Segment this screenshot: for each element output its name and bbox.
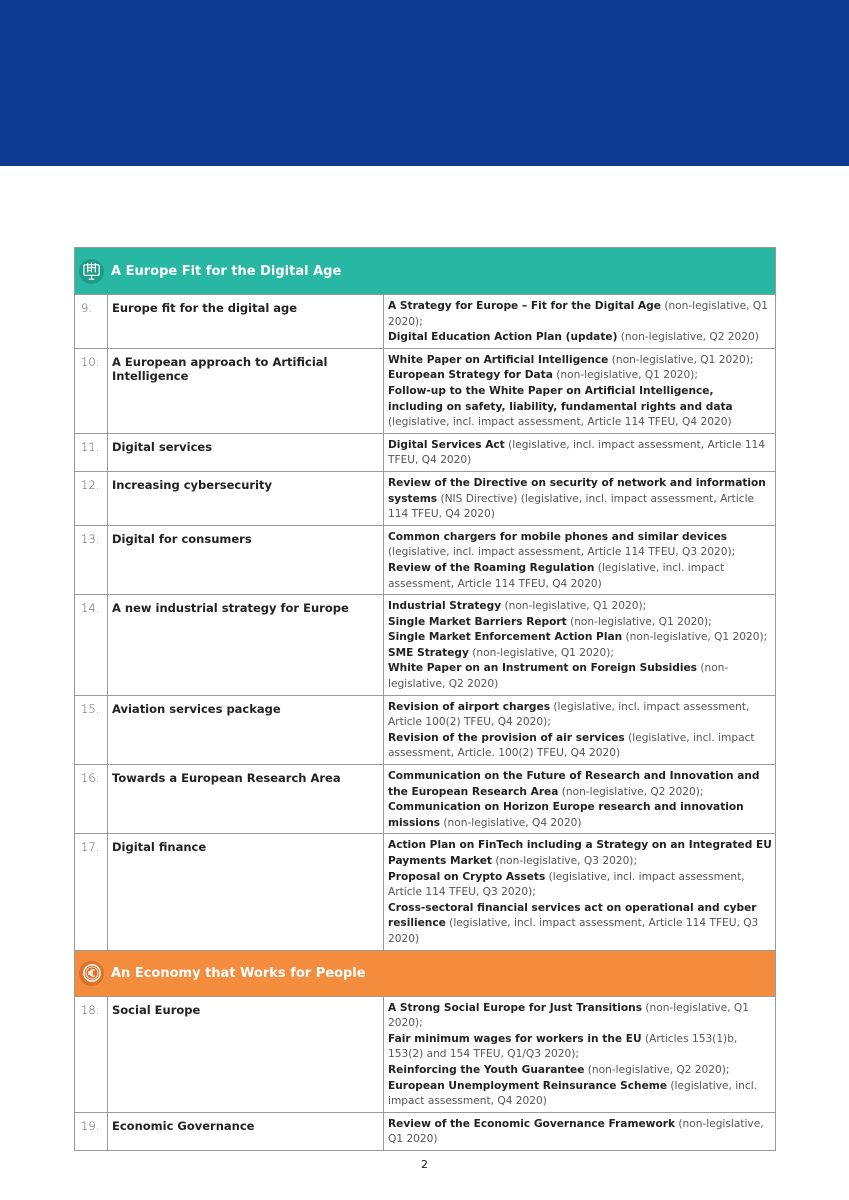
- initiative-item: [388, 870, 772, 901]
- row-initiatives: [384, 295, 776, 349]
- initiative-name: Reinforcing the Youth Guarantee: [388, 1063, 585, 1076]
- initiative-item: [388, 1063, 772, 1079]
- initiative-item: [388, 299, 772, 330]
- initiative-name: Revision of the provision of air services: [388, 731, 625, 744]
- initiative-item: [388, 561, 772, 592]
- row-title: A new industrial strategy for Europe: [108, 595, 384, 696]
- section-header-row: [75, 248, 776, 295]
- initiative-item: [388, 1001, 772, 1032]
- initiative-details: (non-legislative, Q2 2020): [388, 662, 729, 691]
- row-initiatives: [384, 433, 776, 471]
- row-number: 10.: [75, 348, 108, 433]
- row-title: A European approach to Artificial Intelligence: [108, 348, 384, 433]
- initiative-details: (non-legislative, Q2 2020);: [584, 1063, 730, 1076]
- initiative-item: [388, 476, 772, 523]
- row-number: 9.: [75, 295, 108, 349]
- row-initiatives: [384, 996, 776, 1112]
- initiative-name: Communication on Horizon Europe research and innovation missions: [388, 801, 744, 829]
- row-number: 18.: [75, 996, 108, 1112]
- initiative-details: (non-legislative, Q1 2020);: [501, 600, 647, 613]
- initiative-details: (non-legislative, Q1 2020);: [566, 615, 712, 628]
- table-row: [75, 996, 776, 1112]
- initiative-name: Industrial Strategy: [388, 600, 502, 613]
- initiative-name: Proposal on Crypto Assets: [388, 870, 546, 883]
- page-number: 2: [421, 1158, 428, 1171]
- section-header-row: [75, 950, 776, 996]
- initiative-details: (Articles 153(1)b, 153(2) and 154 TFEU, Q1/Q3 2020);: [388, 1032, 738, 1061]
- row-title: Digital for consumers: [108, 525, 384, 594]
- initiative-item: [388, 731, 772, 762]
- row-initiatives: [384, 834, 776, 950]
- table-row: [75, 471, 776, 525]
- initiative-name: White Paper on an Instrument on Foreign Subsidies: [388, 662, 697, 675]
- initiative-details: (legislative, incl. impact assessment, Article 114 TFEU, Q3 2020);: [388, 546, 736, 559]
- initiative-details: (non-legislative, Q1 2020);: [608, 353, 754, 366]
- initiative-item: [388, 368, 772, 384]
- initiative-item: [388, 838, 772, 869]
- initiative-item: [388, 800, 772, 831]
- initiative-details: (non-legislative, Q3 2020);: [491, 855, 638, 867]
- digital-network-icon: [79, 259, 104, 284]
- row-initiatives: [384, 1112, 776, 1150]
- row-title: Social Europe: [108, 996, 384, 1112]
- initiative-name: Cross-sectoral financial services act on operational and cyber resilience: [388, 901, 757, 930]
- initiative-item: [388, 384, 772, 431]
- row-number: 14.: [75, 595, 108, 696]
- initiative-name: Review of the Roaming Regulation: [388, 561, 595, 574]
- initiative-details: (legislative, incl. impact assessment, Article 114 TFEU, Q4 2020): [388, 561, 725, 590]
- row-number: 12.: [75, 471, 108, 525]
- row-title: Digital services: [108, 433, 384, 471]
- initiative-item: [388, 700, 772, 731]
- initiative-details: (non-legislative, Q2 2020): [617, 331, 759, 344]
- table-row: [75, 525, 776, 594]
- section-header: [75, 950, 776, 996]
- initiative-item: [388, 438, 772, 469]
- initiative-name: White Paper on Artificial Intelligence: [388, 353, 609, 366]
- initiative-name: Revision of airport charges: [388, 700, 551, 713]
- row-title: Towards a European Research Area: [108, 765, 384, 834]
- initiative-name: European Strategy for Data: [388, 369, 553, 382]
- initiative-name: Review of the Economic Governance Framework: [388, 1117, 676, 1130]
- section-title: An Economy that Works for People: [111, 965, 366, 981]
- initiative-item: [388, 330, 772, 346]
- table-row: [75, 765, 776, 834]
- header-banner: [0, 0, 849, 166]
- initiative-name: Review of the Directive on security of network and information systems: [388, 476, 766, 505]
- row-title: Aviation services package: [108, 695, 384, 764]
- row-initiatives: [384, 348, 776, 433]
- row-title: Digital finance: [108, 834, 384, 950]
- initiative-item: [388, 630, 772, 646]
- initiative-name: European Unemployment Reinsurance Scheme: [388, 1079, 668, 1092]
- table-row: [75, 695, 776, 764]
- row-number: 13.: [75, 525, 108, 594]
- initiative-details: (non-legislative, Q1 2020);: [468, 646, 614, 659]
- initiative-name: Communication on the Future of Research and Innovation and the European Research Area: [388, 770, 760, 798]
- row-initiatives: [384, 695, 776, 764]
- initiative-name: Common chargers for mobile phones and similar devices: [388, 530, 728, 543]
- table-row: [75, 595, 776, 696]
- row-title: Europe fit for the digital age: [108, 295, 384, 349]
- initiative-details: (legislative, incl. impact assessment, Article 114 TFEU, Q4 2020): [388, 438, 766, 467]
- table-row: [75, 295, 776, 349]
- initiative-details: (legislative, incl. impact assessment, Article 114 TFEU, Q3 2020);: [388, 870, 745, 899]
- row-initiatives: [384, 765, 776, 834]
- initiatives-table-wrapper: [74, 247, 775, 1151]
- row-initiatives: [384, 471, 776, 525]
- row-number: 17.: [75, 834, 108, 950]
- initiative-item: [388, 769, 772, 800]
- table-row: [75, 433, 776, 471]
- row-number: 11.: [75, 433, 108, 471]
- initiative-details: (legislative, incl. impact assessment, Article 100(2) TFEU, Q4 2020);: [388, 700, 750, 729]
- initiative-name: Single Market Enforcement Action Plan: [388, 631, 623, 644]
- section-header: [75, 248, 776, 295]
- initiative-details: (legislative, incl. impact assessment, Article 114 TFEU, Q3 2020): [388, 917, 759, 945]
- initiative-item: [388, 1032, 772, 1063]
- initiative-name: Follow-up to the White Paper on Artificial Intelligence, including on safety, liability, fundamental rights and data: [388, 384, 733, 413]
- initiative-details: (non-legislative, Q1 2020);: [388, 1001, 750, 1030]
- initiative-details: (non-legislative, Q1 2020): [388, 1117, 764, 1146]
- initiative-name: Single Market Barriers Report: [388, 615, 567, 628]
- initiative-item: [388, 661, 772, 692]
- initiative-item: [388, 353, 772, 369]
- initiative-name: Digital Services Act: [388, 438, 505, 451]
- table-row: [75, 348, 776, 433]
- initiative-item: [388, 530, 772, 561]
- initiative-name: Fair minimum wages for workers in the EU: [388, 1032, 642, 1045]
- initiative-details: (non-legislative, Q1 2020);: [552, 369, 698, 382]
- initiative-item: [388, 599, 772, 615]
- initiative-item: [388, 615, 772, 631]
- initiative-details: (legislative, incl. impact assessment, Article 114 TFEU, Q4 2020): [388, 416, 732, 429]
- table-row: [75, 1112, 776, 1150]
- initiatives-table: [74, 247, 776, 1151]
- initiative-details: (non-legislative, Q2 2020);: [558, 785, 704, 798]
- section-title: A Europe Fit for the Digital Age: [111, 263, 342, 279]
- row-title: Increasing cybersecurity: [108, 471, 384, 525]
- initiative-name: A Strong Social Europe for Just Transitions: [388, 1001, 642, 1014]
- initiative-details: (non-legislative, Q4 2020): [440, 816, 582, 829]
- initiative-details: (NIS Directive) (legislative, incl. impact assessment, Article 114 TFEU, Q4 2020): [388, 492, 755, 521]
- row-number: 19.: [75, 1112, 108, 1150]
- initiative-item: [388, 646, 772, 662]
- initiative-name: Action Plan on FinTech including a Strategy on an Integrated EU Payments Market: [388, 839, 772, 867]
- initiative-item: [388, 1117, 772, 1148]
- initiative-item: [388, 1079, 772, 1110]
- row-title: Economic Governance: [108, 1112, 384, 1150]
- initiative-details: (legislative, incl. impact assessment, Article. 100(2) TFEU, Q4 2020): [388, 731, 755, 760]
- initiative-name: Digital Education Action Plan (update): [388, 331, 618, 344]
- initiative-name: A Strategy for Europe – Fit for the Digital Age: [388, 300, 661, 312]
- euro-coin-icon: [79, 961, 104, 986]
- initiative-name: SME Strategy: [388, 646, 469, 659]
- initiative-details: (non-legislative, Q1 2020);: [388, 300, 768, 328]
- row-number: 15.: [75, 695, 108, 764]
- initiative-item: [388, 901, 772, 948]
- table-row: [75, 834, 776, 950]
- row-initiatives: [384, 595, 776, 696]
- row-number: 16.: [75, 765, 108, 834]
- initiative-details: (legislative, incl. impact assessment, Q4 2020): [388, 1079, 758, 1108]
- initiative-details: (non-legislative, Q1 2020);: [622, 631, 768, 644]
- row-initiatives: [384, 525, 776, 594]
